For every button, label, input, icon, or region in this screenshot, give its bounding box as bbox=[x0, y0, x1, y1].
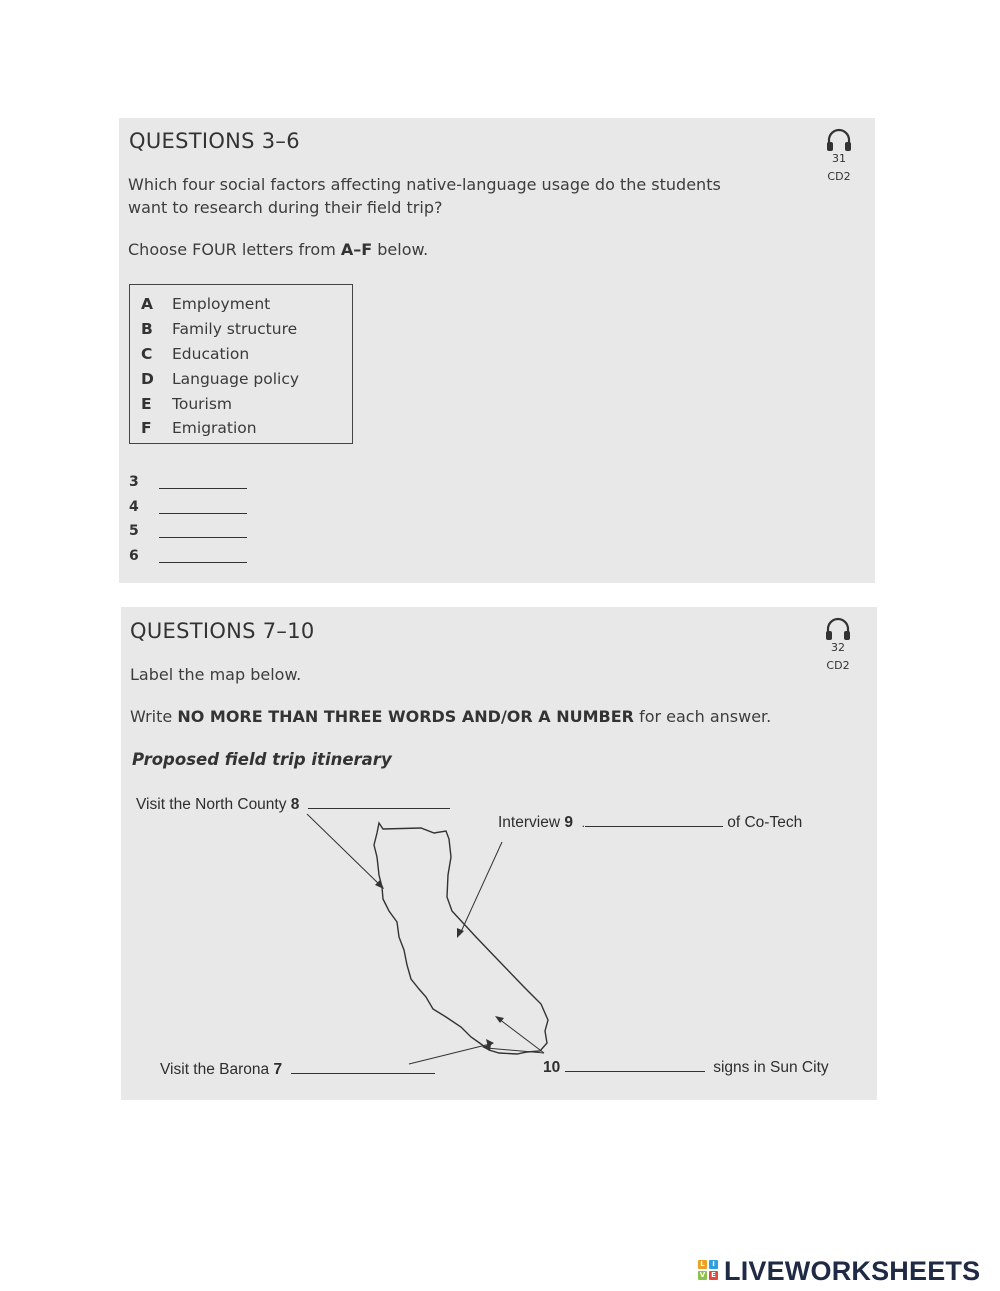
label-q9: Interview 9 . of Co-Tech bbox=[498, 814, 803, 831]
brand-name: LIVEWORKSHEETS bbox=[724, 1256, 981, 1286]
cd-label: CD2 bbox=[827, 170, 851, 183]
answer-3-blank[interactable] bbox=[159, 488, 247, 489]
answer-4-blank[interactable] bbox=[159, 513, 247, 514]
label-instruction: Label the map below. bbox=[130, 665, 302, 684]
logo-square-v: V bbox=[699, 1271, 706, 1279]
audio-track-31[interactable] bbox=[819, 128, 859, 184]
label-q7: Visit the Barona 7 bbox=[160, 1061, 435, 1079]
california-outline bbox=[374, 823, 548, 1054]
answer-9-blank[interactable] bbox=[585, 814, 723, 827]
liveworksheets-logo[interactable] bbox=[698, 1255, 998, 1287]
choose-instruction: Choose FOUR letters from A–F below. bbox=[128, 240, 429, 259]
map-subtitle: Proposed field trip itinerary bbox=[132, 750, 392, 769]
question-text-line2: want to research during their field trip? bbox=[128, 198, 443, 217]
california-map bbox=[121, 607, 877, 1100]
answer-3: 3 bbox=[129, 474, 139, 490]
track-number: 32 bbox=[831, 641, 845, 654]
option-e: E Tourism bbox=[141, 395, 232, 413]
answer-7-blank[interactable] bbox=[291, 1061, 435, 1074]
logo-square-e: E bbox=[709, 1271, 718, 1280]
questions-3-6-panel bbox=[119, 118, 875, 583]
option-f: F Emigration bbox=[141, 419, 257, 437]
section-title: QUESTIONS 3–6 bbox=[129, 129, 300, 153]
headphones-icon bbox=[825, 128, 853, 152]
option-c: C Education bbox=[141, 345, 250, 363]
answer-5: 5 bbox=[129, 523, 139, 539]
logo-square-i: I bbox=[709, 1260, 718, 1269]
options-box bbox=[129, 284, 353, 444]
answer-5-blank[interactable] bbox=[159, 537, 247, 538]
option-b: B Family structure bbox=[141, 320, 298, 338]
answer-10-blank[interactable] bbox=[565, 1059, 705, 1072]
option-d: D Language policy bbox=[141, 370, 300, 388]
label-q8: Visit the North County 8 bbox=[136, 796, 450, 814]
answer-8-blank[interactable] bbox=[308, 796, 450, 809]
answer-4: 4 bbox=[129, 499, 139, 515]
label-q10: 10 signs in Sun City bbox=[543, 1059, 829, 1076]
answer-6: 6 bbox=[129, 548, 139, 564]
track-number: 31 bbox=[832, 152, 846, 165]
questions-7-10-panel bbox=[121, 607, 877, 1100]
cd-label: CD2 bbox=[826, 659, 850, 672]
answer-6-blank[interactable] bbox=[159, 562, 247, 563]
question-text-line1: Which four social factors affecting native-language usage do the students bbox=[128, 175, 721, 194]
option-a: A Employment bbox=[141, 295, 271, 313]
section-title: QUESTIONS 7–10 bbox=[130, 619, 315, 643]
word-limit-instruction: Write NO MORE THAN THREE WORDS AND/OR A NUMBER for each answer. bbox=[130, 707, 772, 726]
logo-square-l: L bbox=[698, 1260, 707, 1269]
